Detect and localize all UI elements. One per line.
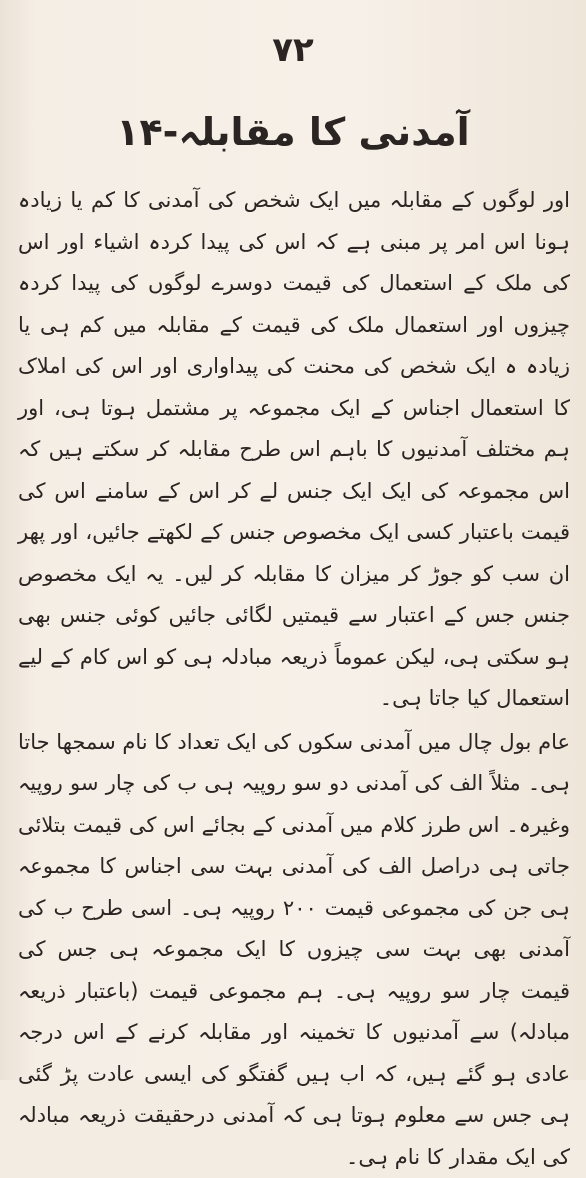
chapter-title: ۱۴-آمدنی کا مقابلہ bbox=[0, 110, 586, 154]
paragraph-2: عام بول چال میں آمدنی سکوں کی ایک تعداد کا نام سمجھا جاتا ہی۔ مثلاً الف کی آمدنی دو سو روپیہ ہی ب کی چار سو روپیہ وغیرہ۔ اس طرز کلام میں آمدنی کے بجائے اس کی قیمت بتلائی جاتی ہی دراصل الف کی آمدنی بہت سی اجناس کا مجموعہ ہی جن کی مجموعی قیمت ۲۰۰ روپیہ ہی۔ اسی طرح ب کی آمدنی بھی بہت سی چیزوں کا ایک مجموعہ ہی جس کی قیمت چار سو روپیہ ہی۔ ہم مجموعی قیمت (باعتبار ذریعہ مبادلہ) سے آمدنیوں کا تخمینہ اور مقابلہ کرنے کے اس درجہ عادی ہو گئے ہیں، کہ اب ہیں گفتگو کی ایسی عادت پڑ گئی ہی جس سے معلوم ہوتا ہی کہ آمدنی درحقیقت ذریعہ مبادلہ کی ایک مقدار کا نام ہی۔ bbox=[18, 722, 570, 1178]
body-text bbox=[18, 180, 570, 1060]
page-number: ۷۲ bbox=[0, 30, 586, 70]
paragraph-1: اور لوگوں کے مقابلہ میں ایک شخص کی آمدنی کا کم یا زیادہ ہونا اس امر پر مبنی ہے کہ اس کی پیدا کردہ اشیاء اور اس کی ملک کے استعمال کی قیمت دوسرے لوگوں کی پیدا کردہ چیزوں اور استعمال ملک کی قیمت کے مقابلہ میں کم ہی یا زیادہ ہ ایک شخص کی محنت کی پیداواری اور اس کی املاک کا استعمال اجناس کے ایک مجموعہ پر مشتمل ہوتا ہی، اور ہم مختلف آمدنیوں کا باہم اس طرح مقابلہ کر سکتے ہیں کہ اس مجموعہ کی ایک ایک جنس لے کر اس کے سامنے اس کی قیمت باعتبار کسی ایک مخصوص جنس کے لکھتے جائیں، اور پھر ان سب کو جوڑ کر میزان کا مقابلہ کر لیں۔ یہ ایک مخصوص جنس جس کے اعتبار سے قیمتیں لگائی جائیں کوئی جنس بھی ہو سکتی ہی، لیکن عموماً ذریعہ مبادلہ ہی کو اس کام کے لیے استعمال کیا جاتا ہی۔ bbox=[18, 180, 570, 720]
